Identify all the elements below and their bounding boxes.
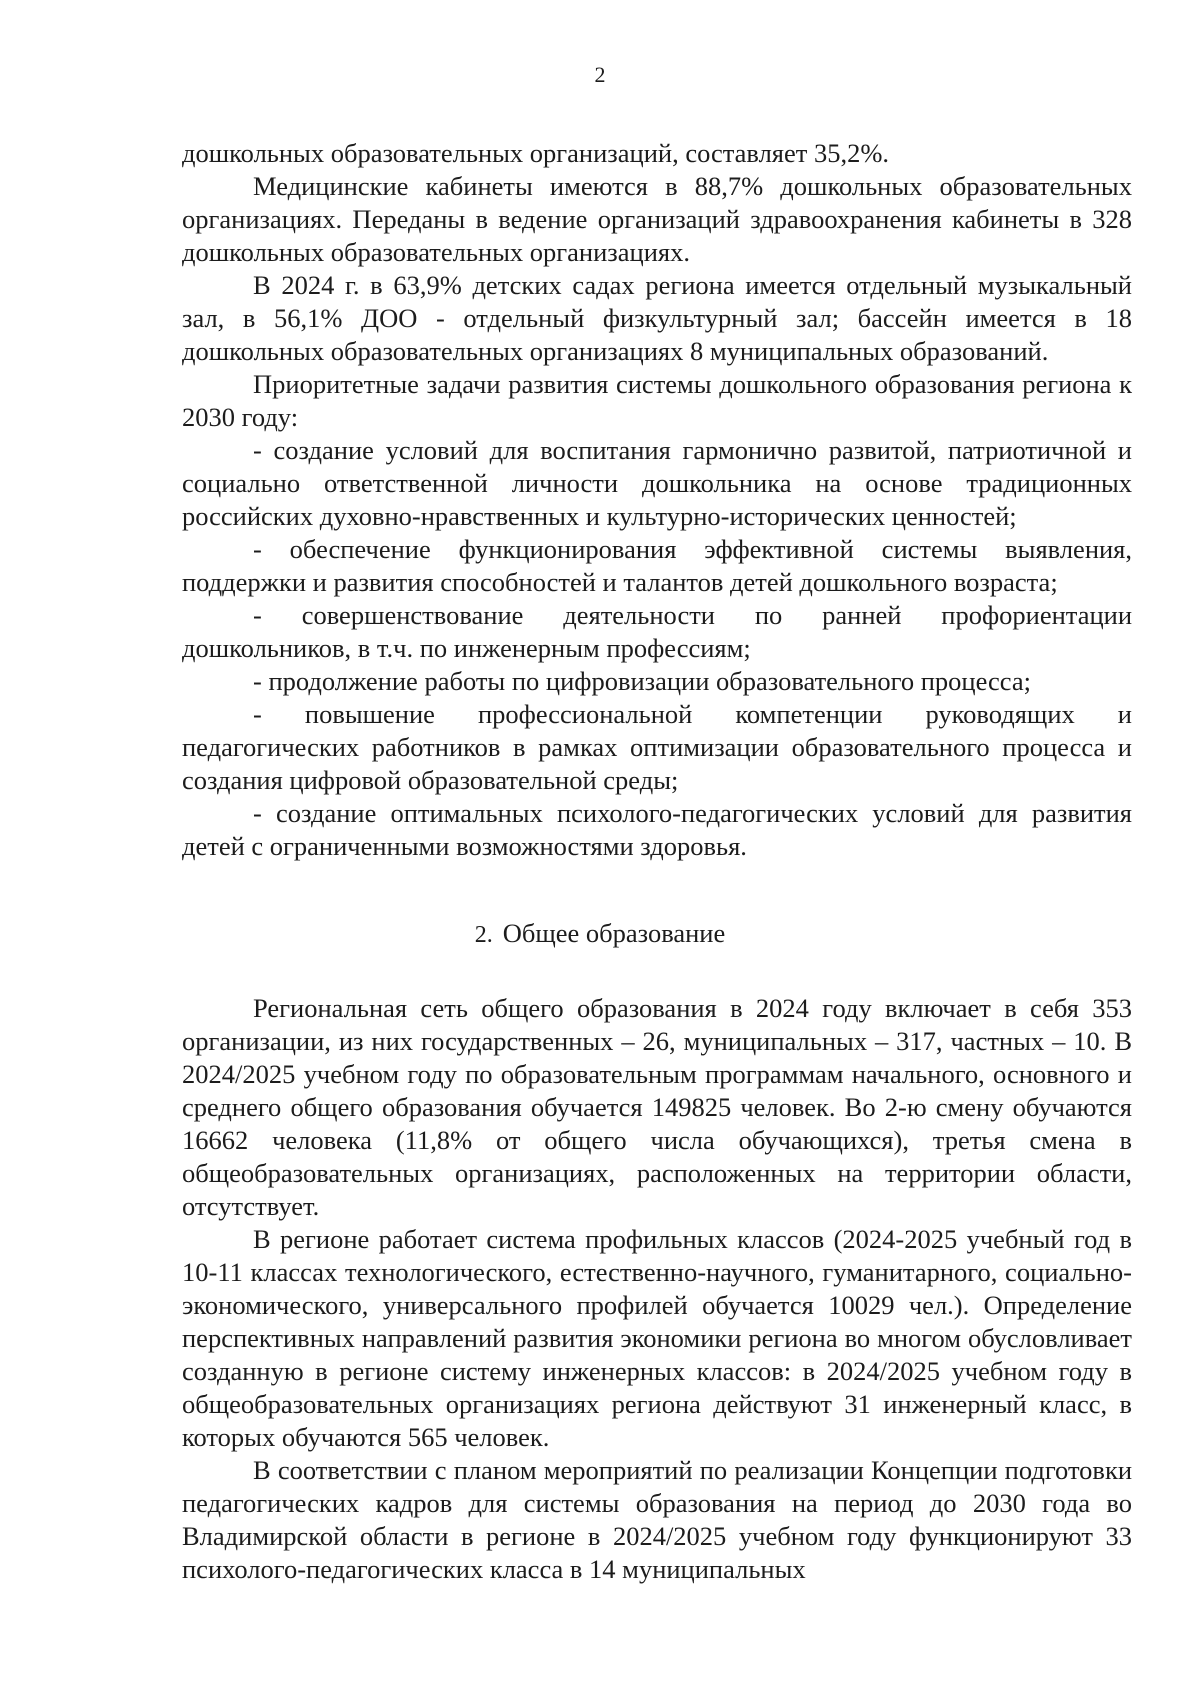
paragraph-pedagogical-classes: В соответствии с планом мероприятий по реализации Концепции подготовки педагогических кадров для системы образования на период до 2030 года во Владимирской области в регионе в 2024/2025 учебном году функционируют 33 психолого-педагогических класса в 14 муниципальных xyxy=(182,1455,1132,1584)
paragraph-medical-rooms: Медицинские кабинеты имеются в 88,7% дошкольных образовательных организациях. Переданы в ведение организаций здравоохранения кабинеты в 328 дошкольных образовательных организациях. xyxy=(182,171,1132,267)
section-title: Общее образование xyxy=(502,918,726,948)
list-item: - повышение профессиональной компетенции руководящих и педагогических работников в рамках оптимизации образовательного процесса и создания цифровой образовательной среды; xyxy=(182,699,1132,795)
paragraph-halls: В 2024 г. в 63,9% детских садах региона имеется отдельный музыкальный зал, в 56,1% ДОО - отдельный физкультурный зал; бассейн имеется в 18 дошкольных образовательных организациях 8 муниципальных образований. xyxy=(182,270,1132,366)
paragraph-network: Региональная сеть общего образования в 2024 году включает в себя 353 организации, из них государственных – 26, муниципальных – 317, частных – 10. В 2024/2025 учебном году по образовательным программам начального, основного и среднего общего образования обучается 149825 человек. Во 2-ю смену обучаются 16662 человека (11,8% от общего числа обучающихся), третья смена в общеобразовательных организациях, расположенных на территории области, отсутствует. xyxy=(182,993,1132,1221)
section-heading xyxy=(0,917,1200,952)
paragraph-priorities: Приоритетные задачи развития системы дошкольного образования региона к 2030 году: xyxy=(182,369,1132,432)
list-item: - продолжение работы по цифровизации образовательного процесса; xyxy=(253,666,1032,696)
list-item: - обеспечение функционирования эффективной системы выявления, поддержки и развития способностей и талантов детей дошкольного возраста; xyxy=(182,534,1132,597)
list-item: - создание условий для воспитания гармонично развитой, патриотичной и социально ответственной личности дошкольника на основе традиционных российских духовно-нравственных и культурно-исторических ценностей; xyxy=(182,435,1132,531)
section-number: 2. xyxy=(474,922,493,948)
paragraph-profile-classes: В регионе работает система профильных классов (2024-2025 учебный год в 10-11 классах технологического, естественно-научного, гуманитарного, социально-экономического, универсального профилей обучается 10029 чел.). Определение перспективных направлений развития экономики региона во многом обусловливает созданную в регионе систему инженерных классов: в 2024/2025 учебном году в общеобразовательных организациях региона действуют 31 инженерный класс, в которых обучаются 565 человек. xyxy=(182,1224,1132,1452)
page-number: 2 xyxy=(594,62,606,87)
general-education-section-body xyxy=(182,992,1132,1586)
list-item: - совершенствование деятельности по ранней профориентации дошкольников, в т.ч. по инженерным профессиям; xyxy=(182,600,1132,663)
preschool-section-body xyxy=(182,137,1132,863)
paragraph-continuation: дошкольных образовательных организаций, составляет 35,2%. xyxy=(182,138,890,168)
list-item: - создание оптимальных психолого-педагогических условий для развития детей с ограниченными возможностями здоровья. xyxy=(182,798,1132,861)
